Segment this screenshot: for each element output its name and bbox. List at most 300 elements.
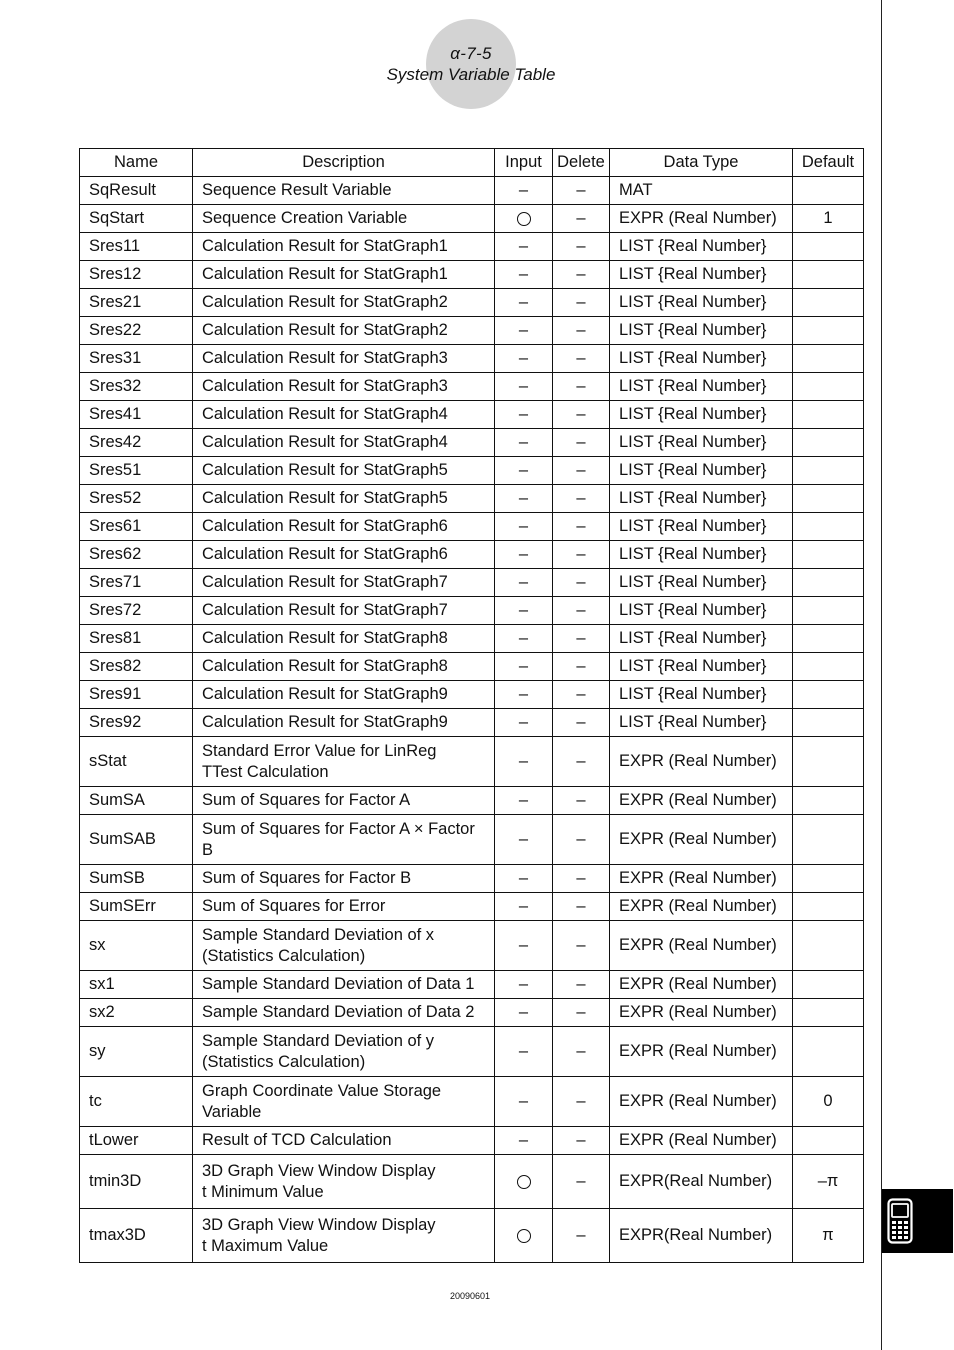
input-value: – xyxy=(518,629,529,647)
cell-delete xyxy=(553,787,610,815)
cell-data-type xyxy=(610,1077,793,1127)
cell-name xyxy=(80,1209,193,1263)
cell-description xyxy=(193,971,495,999)
cell-delete xyxy=(553,485,610,513)
cell-description xyxy=(193,597,495,625)
cell-name xyxy=(80,893,193,921)
cell-default xyxy=(793,457,864,485)
cell-default xyxy=(793,653,864,681)
variable-name: Sres81 xyxy=(89,629,142,647)
cell-name xyxy=(80,999,193,1027)
default-value: π xyxy=(822,1226,834,1244)
variable-name: Sres51 xyxy=(89,461,142,479)
cell-input xyxy=(495,893,553,921)
chapter-tab[interactable] xyxy=(882,1189,953,1253)
description-line: Calculation Result for StatGraph1 xyxy=(202,265,448,283)
cell-delete xyxy=(553,233,610,261)
variable-name: tmax3D xyxy=(89,1226,146,1244)
delete-value: – xyxy=(576,685,586,703)
cell-delete xyxy=(553,1127,610,1155)
input-value: – xyxy=(518,377,529,395)
variable-name: Sres32 xyxy=(89,377,142,395)
table-row xyxy=(80,457,864,485)
data-type-value: EXPR (Real Number) xyxy=(619,791,777,809)
delete-value: – xyxy=(576,489,586,507)
cell-data-type xyxy=(610,625,793,653)
cell-input xyxy=(495,569,553,597)
cell-delete xyxy=(553,1209,610,1263)
input-value: – xyxy=(518,1131,529,1149)
cell-data-type xyxy=(610,429,793,457)
calculator-icon xyxy=(887,1198,913,1244)
cell-name xyxy=(80,709,193,737)
cell-description xyxy=(193,865,495,893)
description-line: Calculation Result for StatGraph2 xyxy=(202,321,448,339)
cell-name xyxy=(80,653,193,681)
cell-input xyxy=(495,999,553,1027)
cell-description xyxy=(193,513,495,541)
cell-default xyxy=(793,401,864,429)
variable-name: Sres22 xyxy=(89,321,142,339)
description-line: 3D Graph View Window Display xyxy=(202,1161,436,1180)
cell-data-type xyxy=(610,485,793,513)
cell-input xyxy=(495,1027,553,1077)
cell-data-type xyxy=(610,1127,793,1155)
cell-input xyxy=(495,597,553,625)
description-line: Calculation Result for StatGraph3 xyxy=(202,349,448,367)
cell-default xyxy=(793,177,864,205)
table-body xyxy=(80,177,864,1263)
input-value: – xyxy=(518,573,529,591)
cell-input xyxy=(495,709,553,737)
cell-input xyxy=(495,513,553,541)
variable-name: Sres12 xyxy=(89,265,142,283)
data-type-value: LIST {Real Number} xyxy=(619,349,767,367)
cell-input xyxy=(495,457,553,485)
cell-name xyxy=(80,597,193,625)
description-line: TTest Calculation xyxy=(202,762,329,781)
input-value: – xyxy=(518,545,529,563)
cell-default xyxy=(793,429,864,457)
input-value: – xyxy=(518,791,529,809)
table-row xyxy=(80,787,864,815)
cell-default xyxy=(793,1209,864,1263)
delete-value: – xyxy=(576,1092,586,1110)
data-type-value: LIST {Real Number} xyxy=(619,265,767,283)
table-row xyxy=(80,401,864,429)
cell-description xyxy=(193,1027,495,1077)
input-value: – xyxy=(518,489,529,507)
cell-description xyxy=(193,373,495,401)
cell-delete xyxy=(553,429,610,457)
cell-name xyxy=(80,569,193,597)
data-type-value: LIST {Real Number} xyxy=(619,237,767,255)
cell-name xyxy=(80,737,193,787)
table-row xyxy=(80,429,864,457)
cell-delete xyxy=(553,345,610,373)
column-header-data-type: Data Type xyxy=(610,149,793,177)
data-type-value: LIST {Real Number} xyxy=(619,685,767,703)
table-row xyxy=(80,921,864,971)
cell-data-type xyxy=(610,541,793,569)
cell-data-type xyxy=(610,205,793,233)
cell-default xyxy=(793,205,864,233)
description-line: Sum of Squares for Factor B xyxy=(202,869,412,887)
delete-value: – xyxy=(576,1226,586,1244)
cell-name xyxy=(80,865,193,893)
input-value: – xyxy=(518,869,529,887)
variable-name: SqStart xyxy=(89,209,145,227)
cell-input xyxy=(495,681,553,709)
table-row xyxy=(80,289,864,317)
cell-data-type xyxy=(610,815,793,865)
cell-input xyxy=(495,865,553,893)
cell-name xyxy=(80,971,193,999)
page-title: System Variable Table xyxy=(386,65,556,84)
delete-value: – xyxy=(576,752,586,770)
delete-value: – xyxy=(576,433,586,451)
column-header-default: Default xyxy=(793,149,864,177)
cell-name xyxy=(80,345,193,373)
cell-delete xyxy=(553,737,610,787)
variable-name: Sres42 xyxy=(89,433,142,451)
data-type-value: EXPR (Real Number) xyxy=(619,1003,777,1021)
variable-name: Sres41 xyxy=(89,405,142,423)
cell-input xyxy=(495,971,553,999)
cell-default xyxy=(793,1027,864,1077)
cell-name xyxy=(80,625,193,653)
delete-value: – xyxy=(576,830,586,848)
cell-input xyxy=(495,541,553,569)
description-line: Calculation Result for StatGraph6 xyxy=(202,517,448,535)
cell-delete xyxy=(553,1155,610,1209)
delete-value: – xyxy=(576,377,586,395)
cell-data-type xyxy=(610,373,793,401)
cell-description xyxy=(193,485,495,513)
table-row xyxy=(80,815,864,865)
cell-data-type xyxy=(610,597,793,625)
page-margin-rule xyxy=(881,0,882,1350)
table-row xyxy=(80,541,864,569)
cell-name xyxy=(80,1027,193,1077)
delete-value: – xyxy=(576,713,586,731)
variable-name: tc xyxy=(89,1092,102,1110)
cell-data-type xyxy=(610,921,793,971)
cell-data-type xyxy=(610,893,793,921)
data-type-value: LIST {Real Number} xyxy=(619,321,767,339)
input-value: – xyxy=(518,601,529,619)
input-value: – xyxy=(518,936,529,954)
cell-description xyxy=(193,1155,495,1209)
cell-default xyxy=(793,921,864,971)
description-line: Calculation Result for StatGraph9 xyxy=(202,713,448,731)
cell-data-type xyxy=(610,513,793,541)
table-row xyxy=(80,625,864,653)
delete-value: – xyxy=(576,629,586,647)
variable-name: Sres82 xyxy=(89,657,142,675)
cell-input xyxy=(495,815,553,865)
delete-value: – xyxy=(576,897,586,915)
cell-input xyxy=(495,345,553,373)
cell-description xyxy=(193,1209,495,1263)
cell-name xyxy=(80,485,193,513)
data-type-value: LIST {Real Number} xyxy=(619,713,767,731)
cell-input xyxy=(495,401,553,429)
variable-name: sy xyxy=(89,1042,106,1060)
cell-input xyxy=(495,289,553,317)
cell-name xyxy=(80,787,193,815)
cell-input xyxy=(495,373,553,401)
cell-default xyxy=(793,971,864,999)
input-value: – xyxy=(518,1092,529,1110)
input-value: – xyxy=(518,975,529,993)
cell-delete xyxy=(553,373,610,401)
variable-name: SumSAB xyxy=(89,830,156,848)
description-line: Calculation Result for StatGraph8 xyxy=(202,629,448,647)
cell-input xyxy=(495,737,553,787)
input-value: – xyxy=(518,181,529,199)
variable-name: Sres61 xyxy=(89,517,142,535)
description-line: Sample Standard Deviation of Data 2 xyxy=(202,1003,475,1021)
cell-name xyxy=(80,205,193,233)
variable-name: SumSErr xyxy=(89,897,156,915)
description-line: (Statistics Calculation) xyxy=(202,946,366,965)
cell-default xyxy=(793,233,864,261)
cell-data-type xyxy=(610,1155,793,1209)
delete-value: – xyxy=(576,869,586,887)
cell-delete xyxy=(553,513,610,541)
cell-name xyxy=(80,261,193,289)
input-value: – xyxy=(518,321,529,339)
input-allowed-mark xyxy=(517,1229,531,1243)
data-type-value: MAT xyxy=(619,181,653,199)
cell-description xyxy=(193,317,495,345)
delete-value: – xyxy=(576,1172,586,1190)
cell-delete xyxy=(553,457,610,485)
table-row xyxy=(80,373,864,401)
header-badge xyxy=(426,19,516,109)
cell-description xyxy=(193,921,495,971)
cell-default xyxy=(793,541,864,569)
variable-name: sStat xyxy=(89,752,127,770)
cell-default xyxy=(793,485,864,513)
cell-delete xyxy=(553,921,610,971)
cell-delete xyxy=(553,261,610,289)
variable-name: tmin3D xyxy=(89,1172,142,1190)
data-type-value: LIST {Real Number} xyxy=(619,489,767,507)
table-row xyxy=(80,865,864,893)
description-line: Sample Standard Deviation of x xyxy=(202,925,435,944)
cell-default xyxy=(793,999,864,1027)
cell-description xyxy=(193,999,495,1027)
input-value: – xyxy=(518,897,529,915)
cell-name xyxy=(80,815,193,865)
cell-name xyxy=(80,1127,193,1155)
cell-input xyxy=(495,625,553,653)
cell-delete xyxy=(553,709,610,737)
cell-default xyxy=(793,709,864,737)
variable-name: Sres62 xyxy=(89,545,142,563)
table-row xyxy=(80,709,864,737)
cell-default xyxy=(793,345,864,373)
cell-delete xyxy=(553,317,610,345)
table-row xyxy=(80,893,864,921)
variable-name: Sres52 xyxy=(89,489,142,507)
data-type-value: EXPR (Real Number) xyxy=(619,209,777,227)
data-type-value: EXPR (Real Number) xyxy=(619,869,777,887)
cell-data-type xyxy=(610,653,793,681)
description-line: Calculation Result for StatGraph1 xyxy=(202,237,448,255)
description-line: Calculation Result for StatGraph7 xyxy=(202,573,448,591)
input-value: – xyxy=(518,685,529,703)
variable-name: Sres21 xyxy=(89,293,142,311)
table-row xyxy=(80,177,864,205)
cell-delete xyxy=(553,815,610,865)
description-line: Calculation Result for StatGraph7 xyxy=(202,601,448,619)
variable-name: sx1 xyxy=(89,975,115,993)
cell-description xyxy=(193,1127,495,1155)
input-value: – xyxy=(518,830,529,848)
table-row xyxy=(80,1127,864,1155)
variable-name: tLower xyxy=(89,1131,139,1149)
description-line: Standard Error Value for LinReg xyxy=(202,741,437,760)
cell-data-type xyxy=(610,787,793,815)
column-header-description: Description xyxy=(193,149,495,177)
cell-input xyxy=(495,787,553,815)
data-type-value: LIST {Real Number} xyxy=(619,293,767,311)
cell-data-type xyxy=(610,681,793,709)
cell-input xyxy=(495,233,553,261)
delete-value: – xyxy=(576,265,586,283)
data-type-value: LIST {Real Number} xyxy=(619,461,767,479)
input-value: – xyxy=(518,433,529,451)
cell-default xyxy=(793,597,864,625)
data-type-value: LIST {Real Number} xyxy=(619,629,767,647)
input-value: – xyxy=(518,1042,529,1060)
cell-description xyxy=(193,681,495,709)
cell-name xyxy=(80,1077,193,1127)
cell-data-type xyxy=(610,999,793,1027)
input-allowed-mark xyxy=(517,1175,531,1189)
table-row xyxy=(80,681,864,709)
cell-description xyxy=(193,625,495,653)
cell-description xyxy=(193,737,495,787)
description-line: Calculation Result for StatGraph4 xyxy=(202,433,448,451)
table-row xyxy=(80,261,864,289)
cell-data-type xyxy=(610,709,793,737)
cell-input xyxy=(495,1077,553,1127)
input-value: – xyxy=(518,713,529,731)
input-value: – xyxy=(518,405,529,423)
cell-name xyxy=(80,289,193,317)
cell-data-type xyxy=(610,289,793,317)
description-line: Sum of Squares for Error xyxy=(202,897,386,915)
variable-name: Sres72 xyxy=(89,601,142,619)
cell-data-type xyxy=(610,261,793,289)
footer-code: 20090601 xyxy=(449,1291,491,1301)
table-row xyxy=(80,233,864,261)
data-type-value: LIST {Real Number} xyxy=(619,657,767,675)
variable-name: SqResult xyxy=(89,181,156,199)
table-row xyxy=(80,1155,864,1209)
delete-value: – xyxy=(576,293,586,311)
cell-default xyxy=(793,815,864,865)
cell-description xyxy=(193,815,495,865)
data-type-value: LIST {Real Number} xyxy=(619,573,767,591)
description-line: Sequence Creation Variable xyxy=(202,209,408,227)
cell-delete xyxy=(553,1027,610,1077)
page-number: α-7-5 xyxy=(450,44,492,63)
cell-default xyxy=(793,737,864,787)
description-line: Sum of Squares for Factor A × Factor xyxy=(202,819,475,838)
description-line: Sample Standard Deviation of Data 1 xyxy=(202,975,475,993)
cell-name xyxy=(80,457,193,485)
cell-delete xyxy=(553,541,610,569)
cell-input xyxy=(495,1209,553,1263)
cell-delete xyxy=(553,893,610,921)
input-value: – xyxy=(518,293,529,311)
table-row xyxy=(80,971,864,999)
cell-default xyxy=(793,289,864,317)
data-type-value: EXPR (Real Number) xyxy=(619,1131,777,1149)
variable-name: sx2 xyxy=(89,1003,115,1021)
description-line: Sequence Result Variable xyxy=(202,181,392,199)
delete-value: – xyxy=(576,237,586,255)
cell-name xyxy=(80,681,193,709)
cell-input xyxy=(495,1127,553,1155)
cell-data-type xyxy=(610,1209,793,1263)
cell-default xyxy=(793,625,864,653)
cell-input xyxy=(495,653,553,681)
data-type-value: EXPR (Real Number) xyxy=(619,830,777,848)
description-line: t Maximum Value xyxy=(202,1236,329,1255)
delete-value: – xyxy=(576,601,586,619)
table-row xyxy=(80,569,864,597)
description-line: Result of TCD Calculation xyxy=(202,1131,392,1149)
input-allowed-mark xyxy=(517,212,531,226)
delete-value: – xyxy=(576,936,586,954)
table-row xyxy=(80,317,864,345)
description-line: Sample Standard Deviation of y xyxy=(202,1031,435,1050)
input-value: – xyxy=(518,461,529,479)
delete-value: – xyxy=(576,181,586,199)
cell-description xyxy=(193,289,495,317)
delete-value: – xyxy=(576,791,586,809)
cell-name xyxy=(80,317,193,345)
table-row xyxy=(80,485,864,513)
description-line: Calculation Result for StatGraph5 xyxy=(202,489,448,507)
cell-description xyxy=(193,233,495,261)
cell-default xyxy=(793,1155,864,1209)
delete-value: – xyxy=(576,405,586,423)
delete-value: – xyxy=(576,573,586,591)
delete-value: – xyxy=(576,1131,586,1149)
description-line: Calculation Result for StatGraph9 xyxy=(202,685,448,703)
data-type-value: LIST {Real Number} xyxy=(619,601,767,619)
cell-description xyxy=(193,261,495,289)
cell-description xyxy=(193,541,495,569)
cell-delete xyxy=(553,289,610,317)
delete-value: – xyxy=(576,461,586,479)
cell-input xyxy=(495,1155,553,1209)
cell-delete xyxy=(553,865,610,893)
cell-name xyxy=(80,1155,193,1209)
delete-value: – xyxy=(576,321,586,339)
table-row xyxy=(80,1027,864,1077)
column-header-name: Name xyxy=(80,149,193,177)
cell-data-type xyxy=(610,737,793,787)
description-line: 3D Graph View Window Display xyxy=(202,1215,436,1234)
